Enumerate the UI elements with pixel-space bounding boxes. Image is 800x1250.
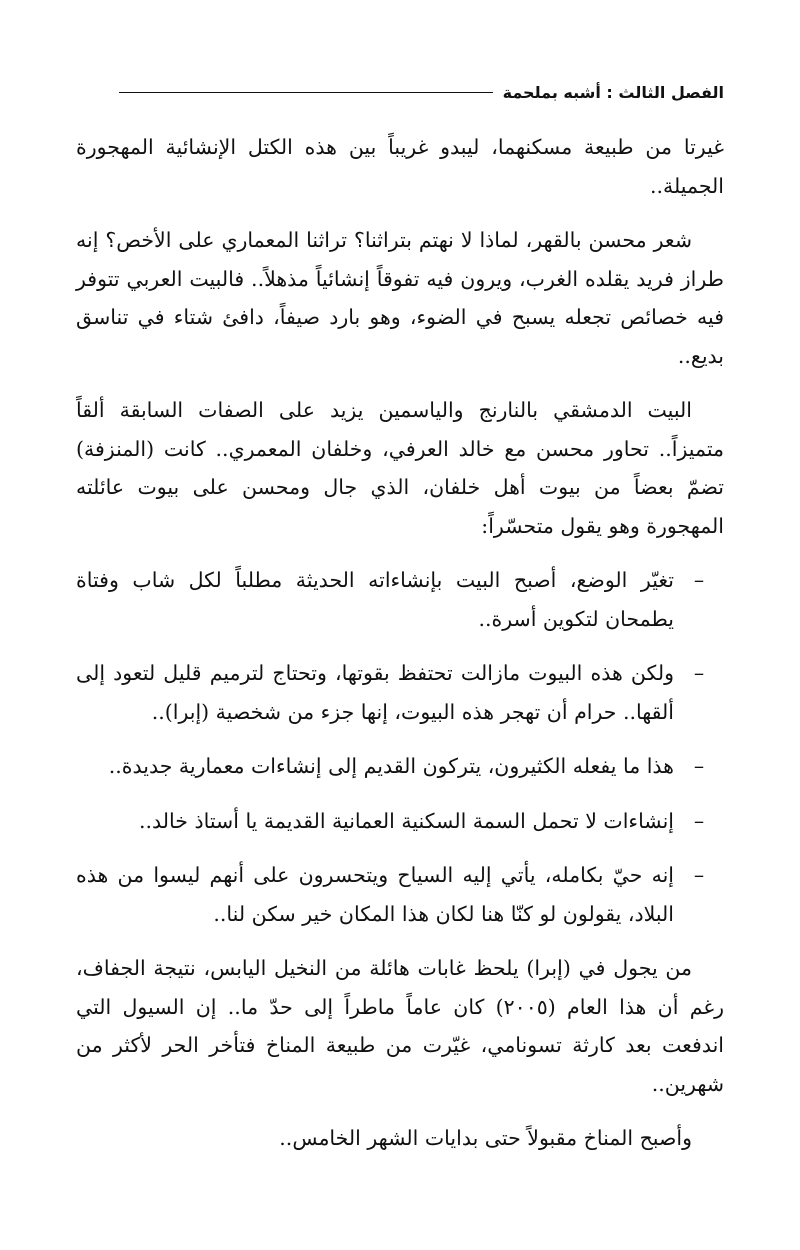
chapter-title: الفصل الثالث : أشبه بملحمة xyxy=(502,82,724,102)
dialogue-dash: – xyxy=(693,568,705,592)
dialogue-text: إنه حيّ بكامله، يأتي إليه السياح ويتحسرون على أنهم ليسوا من هذه البلاد، يقولون لو كنّا هنا لكان هذا المكان خير سكن لنا.. xyxy=(76,863,674,926)
dialogue-text: هذا ما يفعله الكثيرون، يتركون القديم إلى إنشاءات معمارية جديدة.. xyxy=(108,754,674,778)
dialogue-dash: – xyxy=(693,863,705,887)
dialogue-line xyxy=(76,747,724,786)
paragraph-1: غيرتا من طبيعة مسكنهما، ليبدو غريباً بين هذه الكتل الإنشائية المهجورة الجميلة.. xyxy=(76,135,724,198)
dialogue-line xyxy=(76,856,724,933)
dialogue-line xyxy=(76,654,724,731)
body-text xyxy=(76,128,724,1174)
paragraph-5: وأصبح المناخ مقبولاً حتى بدايات الشهر الخامس.. xyxy=(279,1126,692,1150)
dialogue-text: ولكن هذه البيوت مازالت تحتفظ بقوتها، وتحتاج لترميم قليل لتعود إلى ألقها.. حرام أن تهجر هذه البيوت، إنها جزء من شخصية (إبرا).. xyxy=(76,661,674,724)
dialogue-line xyxy=(76,561,724,638)
dialogue-dash: – xyxy=(693,754,705,778)
paragraph-2: شعر محسن بالقهر، لماذا لا نهتم بتراثنا؟ تراثنا المعماري على الأخص؟ إنه طراز فريد يقلده الغرب، ويرون فيه تفوقاً إنشائياً مذهلاً.. فالبيت العربي تتوفر فيه خصائص تجعله يسبح في الضوء، وهو بارد صيفاً، دافئ شتاء في تناسق بديع.. xyxy=(76,228,724,368)
paragraph-4: من يجول في (إبرا) يلحظ غابات هائلة من النخيل اليابس، نتيجة الجفاف، رغم أن هذا العام (٢٠٠٥) كان عاماً ماطراً إلى حدّ ما.. إن السيول التي اندفعت بعد كارثة تسونامي، غيّرت من طبيعة المناخ فتأخر الحر لأكثر من شهرين.. xyxy=(76,956,724,1096)
paragraph-3: البيت الدمشقي بالنارنج والياسمين يزيد على الصفات السابقة ألقاً متميزاً.. تحاور محسن مع خالد العرفي، وخلفان المعمري.. كانت (المنزفة) تضمّ بعضاً من بيوت أهل خلفان، الذي جال ومحسن على بيوت عائلته المهجورة وهو يقول متحسّراً: xyxy=(76,398,724,538)
dialogue-text: تغيّر الوضع، أصبح البيت بإنشاءاته الحديثة مطلباً لكل شاب وفتاة يطمحان لتكوين أسرة.. xyxy=(76,568,674,631)
running-header xyxy=(119,80,724,104)
dialogue-text: إنشاءات لا تحمل السمة السكنية العمانية القديمة يا أستاذ خالد.. xyxy=(139,808,674,833)
dialogue-dash: – xyxy=(693,661,705,685)
dialogue-dash: – xyxy=(693,808,705,833)
header-rule xyxy=(119,92,493,93)
dialogue-line xyxy=(76,802,724,841)
dialogue-list xyxy=(76,561,724,933)
